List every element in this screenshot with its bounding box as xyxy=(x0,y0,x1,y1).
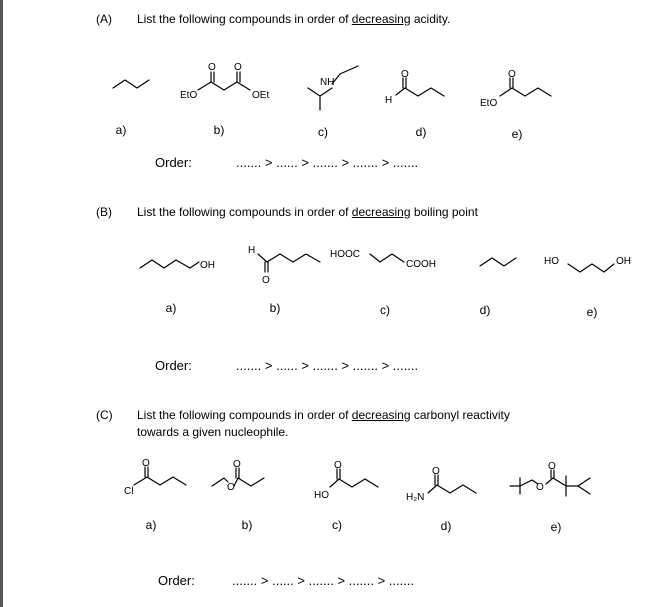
section-c-order-label: Order: xyxy=(158,573,195,588)
section-b-keyword: decreasing xyxy=(351,205,411,219)
section-b-instruction: List the following compounds in order of decreasing boiling point xyxy=(137,205,478,219)
chem-a-b-oet: OEt xyxy=(252,90,270,101)
label-c-d: d) xyxy=(440,519,452,533)
label-b-d: d) xyxy=(479,303,491,317)
section-b-tag: (B) xyxy=(96,205,112,219)
chem-c-a-cl: Cl xyxy=(124,486,134,497)
section-a-instruction: List the following compounds in order of decreasing acidity. xyxy=(137,12,451,26)
section-c-tag: (C) xyxy=(96,408,113,422)
label-c-e: e) xyxy=(550,520,562,534)
structure-b-d xyxy=(480,258,516,266)
section-b-order-label: Order: xyxy=(155,358,192,373)
chem-c-d-oxygen: O xyxy=(432,466,440,477)
section-b-order-line: ....... > ...... > ....... > ....... > ....... xyxy=(236,358,419,373)
section-a-keyword: decreasing xyxy=(351,12,411,26)
label-a-c: c) xyxy=(318,125,328,139)
chem-c-a-oxygen: O xyxy=(142,458,150,469)
label-b-e: e) xyxy=(586,305,598,319)
chem-a-e-eto: EtO xyxy=(480,98,498,109)
label-c-a: a) xyxy=(145,518,157,532)
structure-c-e xyxy=(510,480,538,486)
label-a-e: e) xyxy=(511,127,523,141)
chem-b-c-cooh: COOH xyxy=(406,259,436,270)
structure-a-c xyxy=(308,88,320,110)
structure-c-d xyxy=(428,485,476,493)
section-a-order-line: ....... > ...... > ....... > ....... > ....... xyxy=(236,155,419,170)
structure-b-a xyxy=(140,260,199,268)
chem-b-a-oh: OH xyxy=(200,260,215,271)
structure-b-b xyxy=(258,254,320,262)
section-c-order-line: ....... > ...... > ....... > ....... > ....... xyxy=(232,573,415,588)
chem-a-d-oxygen: O xyxy=(401,69,409,80)
section-a-order-label: Order: xyxy=(155,155,192,170)
chem-a-c-nh: NH xyxy=(320,77,335,88)
chem-a-b-oxygen-2: O xyxy=(234,62,242,73)
chem-c-c-oxygen: O xyxy=(334,460,342,471)
chem-c-c-ho: HO xyxy=(314,490,329,501)
structure-c-c xyxy=(330,479,378,487)
structure-c-b xyxy=(212,478,228,486)
label-c-c: c) xyxy=(332,518,342,532)
section-c-instruction: List the following compounds in order of decreasing carbonyl reactivity xyxy=(137,408,510,422)
label-b-b: b) xyxy=(269,301,281,315)
chem-a-b-eto: EtO xyxy=(180,90,198,101)
section-c-instruction-line2: towards a given nucleophile. xyxy=(137,425,289,439)
chem-c-e-o: O xyxy=(536,482,544,493)
section-a-tag: (A) xyxy=(96,12,112,26)
chem-c-e-oxygen: O xyxy=(548,461,556,472)
structure-a-b xyxy=(198,82,250,90)
label-b-c: c) xyxy=(380,303,390,317)
structure-b-e xyxy=(568,264,614,272)
label-b-a: a) xyxy=(165,301,177,315)
chem-b-e-ho: HO xyxy=(544,256,559,267)
chem-b-b-h: H xyxy=(248,245,256,256)
chem-a-d-h: H xyxy=(385,95,393,106)
label-a-d: d) xyxy=(415,125,427,139)
chem-a-b-oxygen-1: O xyxy=(208,62,216,73)
structure-a-a xyxy=(113,80,149,88)
structure-a-d xyxy=(396,88,444,96)
chem-c-b-o: O xyxy=(227,482,235,493)
label-a-a: a) xyxy=(115,123,127,137)
chem-b-b-oxygen: O xyxy=(262,275,270,286)
label-c-b: b) xyxy=(241,518,253,532)
chem-c-b-oxygen: O xyxy=(233,459,241,470)
label-a-b: b) xyxy=(213,123,225,137)
section-c-keyword: decreasing xyxy=(351,408,411,422)
chem-b-e-oh: OH xyxy=(616,256,631,267)
structure-c-a xyxy=(134,477,186,485)
structure-b-c xyxy=(370,254,404,262)
chem-b-c-hooc: HOOC xyxy=(330,249,360,260)
chem-a-e-oxygen: O xyxy=(508,69,516,80)
structure-a-e xyxy=(500,88,551,96)
chem-c-d-h2n: H₂N xyxy=(406,492,425,503)
